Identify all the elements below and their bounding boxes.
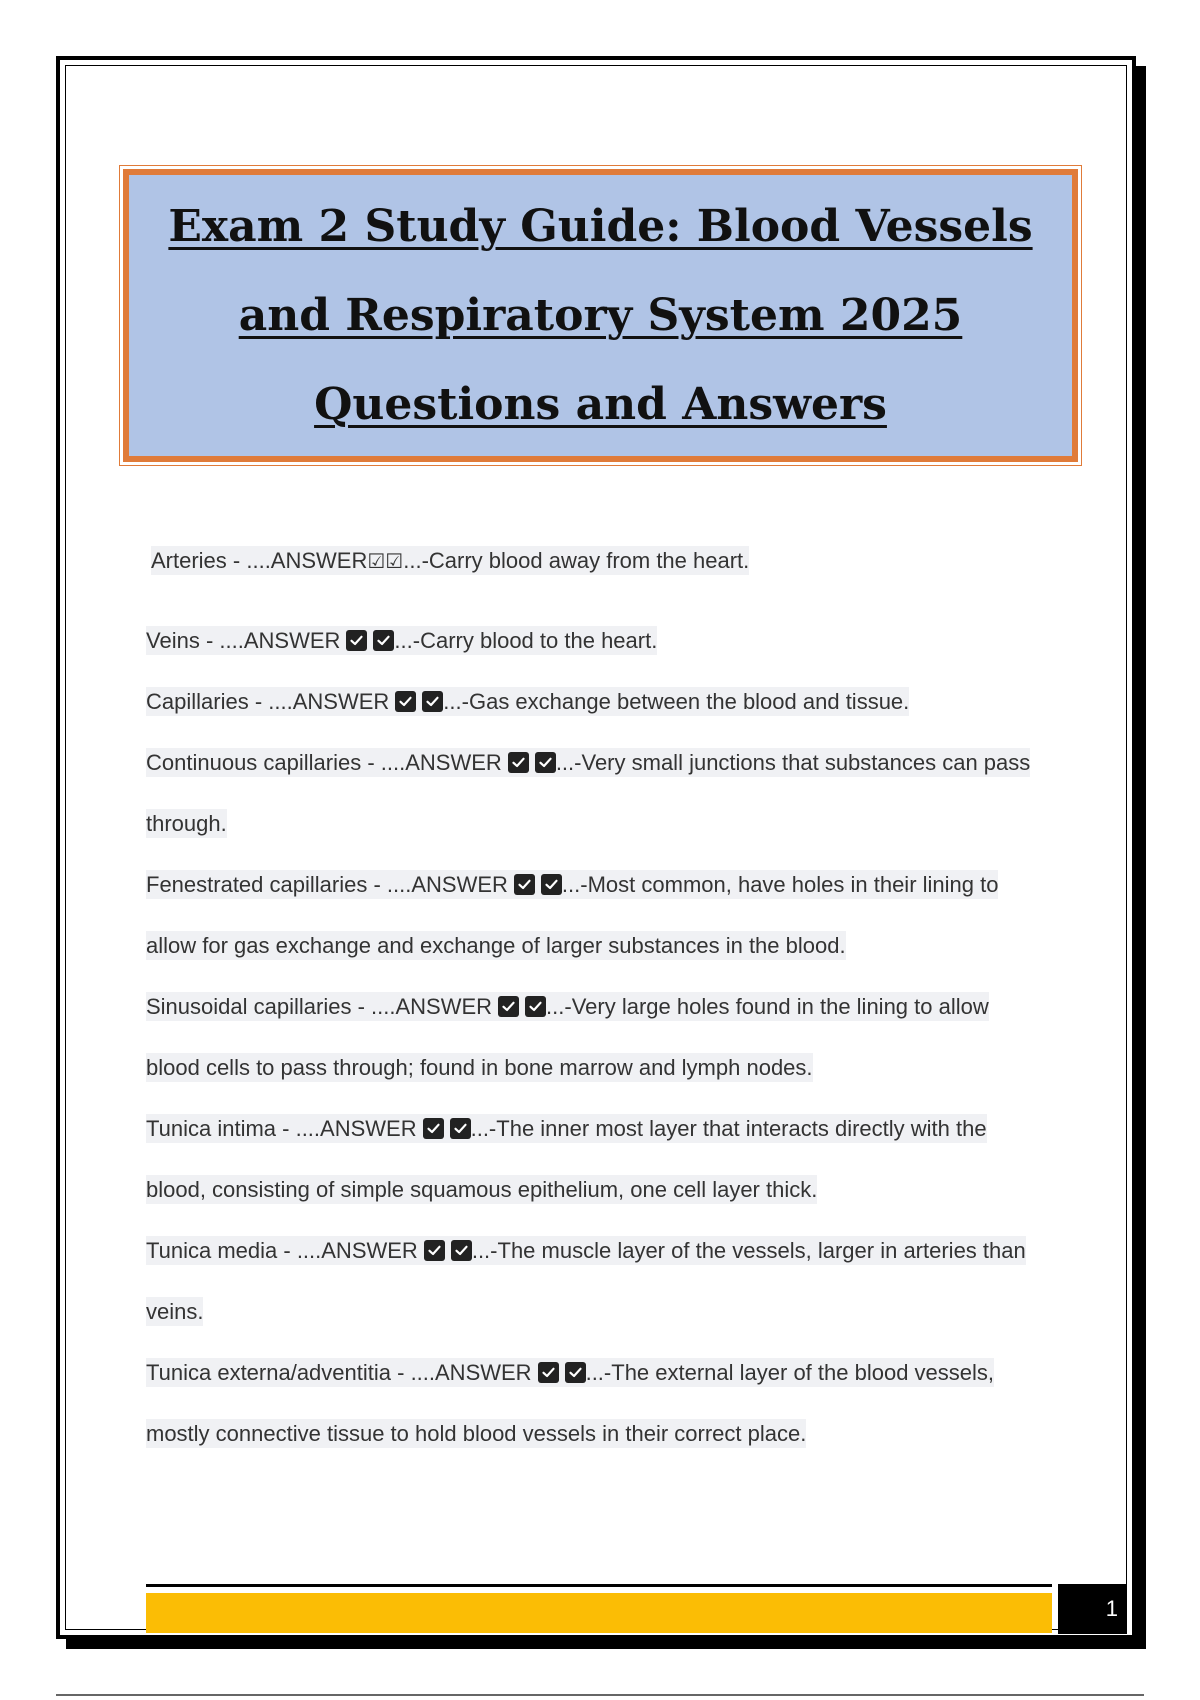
- qa-entry: [146, 732, 1046, 854]
- checkmark-box-icon: [422, 691, 443, 712]
- qa-answer: The inner most layer that interacts directly with the blood, consisting of simple squamous epithelium, one cell layer thick.: [146, 1116, 987, 1202]
- qa-entry: [146, 1098, 1046, 1220]
- qa-answer: Carry blood away from the heart.: [428, 548, 750, 573]
- checkmark-box-icon: [424, 1240, 445, 1261]
- title-box: [123, 169, 1078, 462]
- footer-rule: [146, 1584, 1052, 1587]
- qa-answer: The muscle layer of the vessels, larger in arteries than veins.: [146, 1238, 1026, 1324]
- checkmark-box-icon: [565, 1362, 586, 1383]
- checkmark-box-icon: [498, 996, 519, 1017]
- qa-entry: [146, 1220, 1046, 1342]
- qa-answer: Gas exchange between the blood and tissue.: [468, 689, 910, 714]
- answer-marker: ....ANSWER: [296, 1238, 418, 1263]
- qa-entry-text: Capillaries - ....ANSWER ...-Gas exchange between the blood and tissue.: [146, 689, 910, 714]
- checkmark-box-icon: [514, 874, 535, 895]
- answer-marker: ....ANSWER: [380, 750, 502, 775]
- qa-term: Tunica intima: [146, 1116, 277, 1141]
- checkmark-box-icon: [450, 1118, 471, 1139]
- answer-marker: ....ANSWER: [295, 1116, 417, 1141]
- checkmark-box-icon: [535, 752, 556, 773]
- checkmark-box-icon: [538, 1362, 559, 1383]
- page-number-text: 1: [1105, 1596, 1118, 1621]
- qa-term: Continuous capillaries: [146, 750, 362, 775]
- qa-entry-text: Tunica media - ....ANSWER ...-The muscle layer of the vessels, larger in arteries than veins.: [146, 1238, 1026, 1324]
- checkmark-box-icon: [346, 630, 367, 651]
- qa-term: Fenestrated capillaries: [146, 872, 368, 897]
- footer-bar: [146, 1593, 1052, 1633]
- qa-entry: [146, 1342, 1046, 1464]
- qa-entry: [146, 530, 1046, 592]
- answer-marker: ....ANSWER: [371, 994, 493, 1019]
- qa-answer: Very large holes found in the lining to allow blood cells to pass through; found in bone marrow and lymph nodes.: [146, 994, 989, 1080]
- checkmark-box-icon: [423, 1118, 444, 1139]
- answer-marker: ....ANSWER: [219, 628, 341, 653]
- qa-term: Tunica externa/adventitia: [146, 1360, 391, 1385]
- document-title: Exam 2 Study Guide: Blood Vessels and Respiratory System 2025 Questions and Answers: [168, 201, 1033, 430]
- qa-entry-text: Sinusoidal capillaries - ....ANSWER ...-Very large holes found in the lining to allow blood cells to pass through; found in bone marrow and lymph nodes.: [146, 994, 989, 1080]
- qa-entry: [146, 976, 1046, 1098]
- answer-marker: ....ANSWER: [268, 689, 390, 714]
- qa-term: Sinusoidal capillaries: [146, 994, 352, 1019]
- answer-marker: ....ANSWER: [410, 1360, 532, 1385]
- qa-term: Veins: [146, 628, 200, 653]
- checkmark-box-icon: [508, 752, 529, 773]
- qa-answer: Carry blood to the heart.: [420, 628, 658, 653]
- qa-entry-text: Arteries - ....ANSWER☑☑...-Carry blood away from the heart.: [151, 548, 750, 573]
- ballot-box-with-check-icon: ☑☑: [367, 549, 404, 573]
- bottom-divider: [56, 1694, 1144, 1696]
- qa-entry-text: Continuous capillaries - ....ANSWER ...-Very small junctions that substances can pass through.: [146, 750, 1031, 836]
- checkmark-box-icon: [525, 996, 546, 1017]
- qa-term: Capillaries: [146, 689, 249, 714]
- qa-entry-text: Veins - ....ANSWER ...-Carry blood to the heart.: [146, 628, 658, 653]
- qa-term: Arteries: [151, 548, 227, 573]
- qa-entry: [146, 671, 1046, 732]
- qa-answer: Very small junctions that substances can pass through.: [146, 750, 1031, 836]
- qa-list: [146, 530, 1046, 1464]
- qa-answer: Most common, have holes in their lining to allow for gas exchange and exchange of larger substances in the blood.: [146, 872, 999, 958]
- qa-answer: The external layer of the blood vessels, mostly connective tissue to hold blood vessels in their correct place.: [146, 1360, 995, 1446]
- qa-entry-text: Tunica externa/adventitia - ....ANSWER ...-The external layer of the blood vessels, mostly connective tissue to hold blood vessels in their correct place.: [146, 1360, 995, 1446]
- qa-entry-text: Tunica intima - ....ANSWER ...-The inner most layer that interacts directly with the blood, consisting of simple squamous epithelium, one cell layer thick.: [146, 1116, 987, 1202]
- qa-entry: [146, 610, 1046, 671]
- answer-marker: ....ANSWER: [246, 548, 368, 573]
- checkmark-box-icon: [373, 630, 394, 651]
- checkmark-box-icon: [541, 874, 562, 895]
- qa-entry-text: Fenestrated capillaries - ....ANSWER ...-Most common, have holes in their lining to allow for gas exchange and exchange of larger substances in the blood.: [146, 872, 999, 958]
- qa-entry: [146, 854, 1046, 976]
- page-number: [1058, 1584, 1127, 1634]
- qa-term: Tunica media: [146, 1238, 278, 1263]
- checkmark-box-icon: [451, 1240, 472, 1261]
- answer-marker: ....ANSWER: [386, 872, 508, 897]
- checkmark-box-icon: [395, 691, 416, 712]
